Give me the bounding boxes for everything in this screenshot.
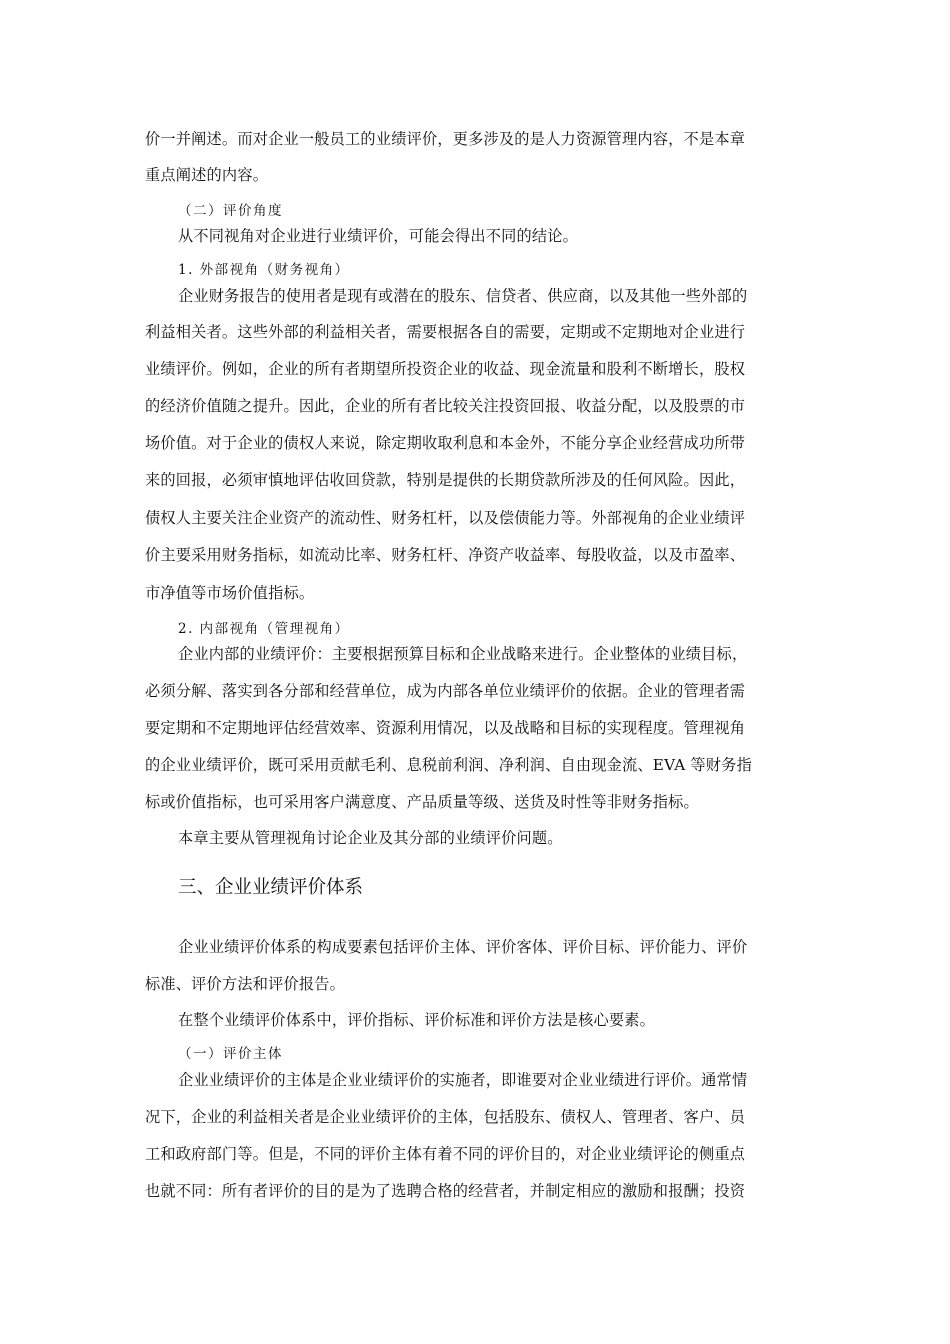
body-text-line: 也就不同：所有者评价的目的是为了选聘合格的经营者，并制定相应的激励和报酬；投资 (145, 1182, 746, 1200)
body-text-line: 要定期和不定期地评估经营效率、资源利用情况，以及战略和目标的实现程度。管理视角 (145, 719, 746, 737)
subsection-heading: （一）评价主体 (178, 1046, 283, 1062)
body-text-line: 的企业业绩评价，既可采用贡献毛利、息税前利润、净利润、自由现金流、EVA 等财务指 (145, 756, 752, 774)
paragraph-first-line: 企业业绩评价体系的构成要素包括评价主体、评价客体、评价目标、评价能力、评价 (178, 938, 748, 956)
paragraph-first-line: 在整个业绩评价体系中，评价指标、评价标准和评价方法是核心要素。 (178, 1011, 656, 1029)
body-text-line: 价一并阐述。而对企业一般员工的业绩评价，更多涉及的是人力资源管理内容，不是本章 (145, 130, 746, 148)
body-text-line: 债权人主要关注企业资产的流动性、财务杠杆，以及偿债能力等。外部视角的企业业绩评 (145, 509, 746, 527)
body-text-line: 标准、评价方法和评价报告。 (145, 975, 346, 993)
body-text-line: 利益相关者。这些外部的利益相关者，需要根据各自的需要，定期或不定期地对企业进行 (145, 323, 746, 341)
paragraph-first-line: 本章主要从管理视角讨论企业及其分部的业绩评价问题。 (178, 829, 563, 847)
paragraph-first-line: 企业业绩评价的主体是企业业绩评价的实施者，即谁要对企业业绩进行评价。通常情 (178, 1071, 748, 1089)
subsection-heading: 2. 内部视角（管理视角） (178, 621, 350, 637)
subsection-heading: 1. 外部视角（财务视角） (178, 262, 350, 278)
paragraph-first-line: 从不同视角对企业进行业绩评价，可能会得出不同的结论。 (178, 227, 579, 245)
section-heading: 三、企业业绩评价体系 (178, 877, 364, 898)
paragraph-first-line: 企业财务报告的使用者是现有或潜在的股东、信贷者、供应商，以及其他一些外部的 (178, 287, 748, 305)
body-text-line: 场价值。对于企业的债权人来说，除定期收取利息和本金外，不能分享企业经营成功所带 (145, 434, 746, 452)
body-text-line: 重点阐述的内容。 (145, 166, 269, 184)
body-text-line: 标或价值指标，也可采用客户满意度、产品质量等级、送货及时性等非财务指标。 (145, 793, 699, 811)
body-text-line: 工和政府部门等。但是，不同的评价主体有着不同的评价目的，对企业业绩评论的侧重点 (145, 1145, 746, 1163)
body-text-line: 业绩评价。例如，企业的所有者期望所投资企业的收益、现金流量和股利不断增长，股权 (145, 360, 746, 378)
subsection-heading: （二）评价角度 (178, 203, 283, 219)
paragraph-first-line: 企业内部的业绩评价：主要根据预算目标和企业战略来进行。企业整体的业绩目标， (178, 645, 748, 663)
body-text-line: 来的回报，必须审慎地评估收回贷款，特别是提供的长期贷款所涉及的任何风险。因此， (145, 471, 746, 489)
body-text-line: 况下，企业的利益相关者是企业业绩评价的主体，包括股东、债权人、管理者、客户、员 (145, 1108, 746, 1126)
body-text-line: 的经济价值随之提升。因此，企业的所有者比较关注投资回报、收益分配，以及股票的市 (145, 397, 746, 415)
body-text-line: 市净值等市场价值指标。 (145, 584, 315, 602)
body-text-line: 必须分解、落实到各分部和经营单位，成为内部各单位业绩评价的依据。企业的管理者需 (145, 682, 746, 700)
body-text-line: 价主要采用财务指标，如流动比率、财务杠杆、净资产收益率、每股收益，以及市盈率、 (145, 546, 746, 564)
